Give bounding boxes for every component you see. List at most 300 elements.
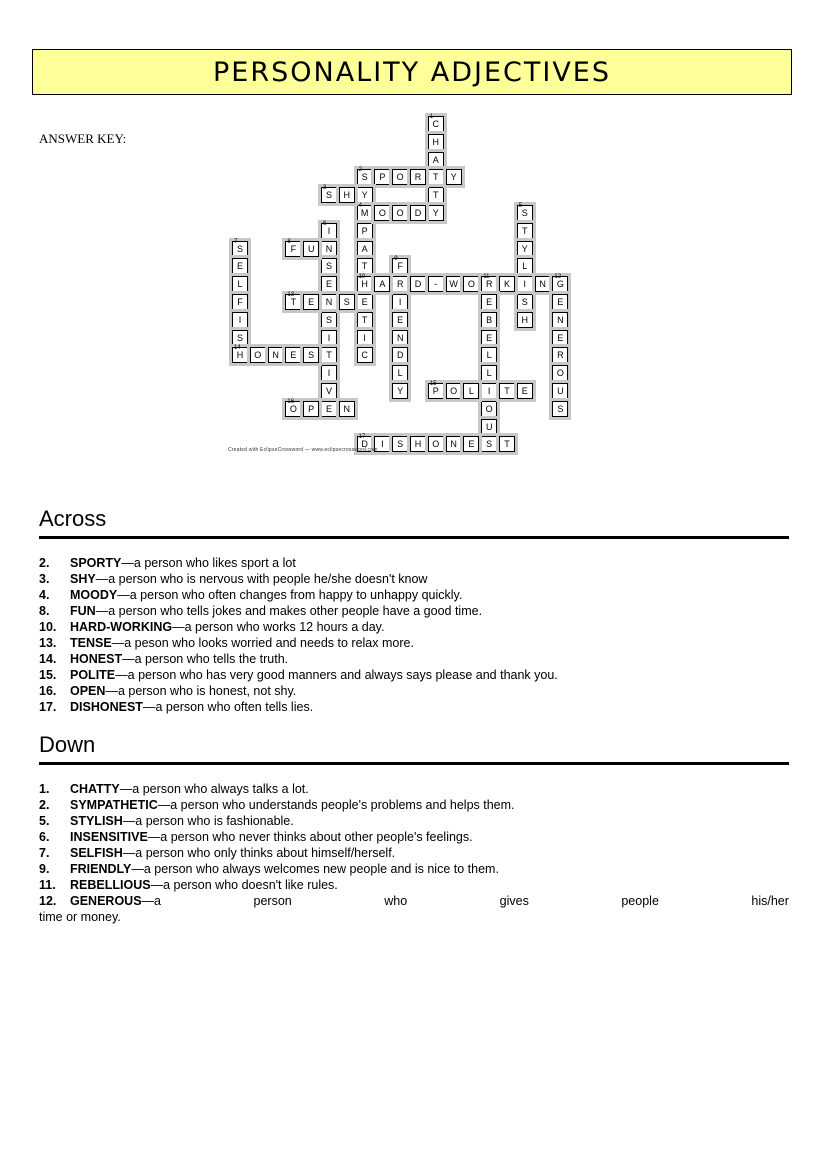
grid-cell: [321, 276, 337, 292]
grid-cell: [463, 276, 479, 292]
grid-cell: [392, 294, 408, 310]
grid-cell: [357, 169, 373, 185]
grid-cell: [552, 330, 568, 346]
cell-letter: Y: [361, 190, 368, 201]
clue-text: person: [253, 894, 292, 908]
clue-word: HONEST: [70, 652, 123, 666]
clue-text: —a person who always talks a lot.: [119, 782, 309, 796]
cell-letter: O: [378, 208, 386, 218]
grid-cell: [481, 436, 497, 452]
cell-number: 16: [287, 398, 295, 405]
grid-cell: [410, 169, 426, 185]
cell-letter: E: [308, 297, 315, 307]
cell-letter: H: [361, 279, 368, 290]
clue-word: MOODY: [70, 588, 118, 602]
cell-letter: S: [521, 208, 528, 218]
crossword-credit: Created with EclipseCrossword — www.eclipsecrossword.com: [228, 447, 378, 453]
cell-number: 10: [358, 274, 366, 281]
cell-letter: T: [522, 225, 528, 236]
clue-number: 11.: [39, 878, 56, 892]
cell-letter: I: [238, 314, 242, 325]
cell-letter: R: [396, 279, 404, 290]
cell-letter: T: [433, 172, 439, 183]
cell-letter: L: [397, 368, 403, 379]
clue-item: [39, 797, 789, 813]
clue-item: [39, 635, 789, 651]
clue-word: TENSE: [70, 636, 112, 650]
cell-letter: Y: [397, 386, 404, 396]
grid-cell: [357, 330, 373, 346]
cell-letter: S: [343, 297, 350, 307]
cell-letter: F: [290, 243, 297, 254]
grid-cell: [428, 205, 444, 221]
clue-item: [39, 555, 789, 571]
clue-word: INSENSITIVE: [70, 830, 148, 844]
clue-number: 2.: [39, 556, 50, 570]
grid-cell: [392, 347, 408, 363]
cell-letter: S: [325, 190, 332, 201]
grid-cell: [321, 347, 337, 363]
cell-letter: E: [325, 279, 332, 290]
cell-letter: S: [236, 332, 243, 343]
cell-letter: A: [432, 154, 439, 165]
grid-cell: [357, 347, 373, 363]
grid-cell: [392, 383, 408, 399]
clue-word: REBELLIOUS: [70, 878, 151, 892]
grid-cell: [321, 294, 337, 310]
cell-letter: Y: [450, 172, 457, 183]
grid-cell: [232, 312, 248, 328]
grid-cell: [285, 398, 301, 417]
clue-text: —a person who tells the truth.: [122, 652, 289, 666]
clue-word: SPORTY: [70, 556, 122, 570]
cell-letter: H: [432, 136, 440, 147]
grid-cell: [481, 347, 497, 363]
cell-letter: H: [521, 314, 529, 325]
clue-text: —a person who tells jokes and makes other people have a good time.: [95, 604, 483, 618]
grid-cell: [552, 347, 568, 363]
cell-letter: S: [325, 314, 332, 325]
cell-letter: O: [556, 368, 564, 379]
cell-letter: Y: [521, 243, 528, 254]
clue-word: SELFISH: [70, 846, 123, 860]
cell-letter: T: [361, 261, 368, 272]
clue-word: POLITE: [70, 668, 116, 682]
clue-number: 10.: [39, 620, 57, 634]
grid-cell: [392, 312, 408, 328]
clue-word: GENEROUS: [70, 894, 142, 908]
grid-cell: [517, 276, 533, 292]
cell-number: 2: [358, 167, 362, 174]
grid-cell: [232, 258, 248, 274]
cell-letter: I: [327, 368, 331, 379]
grid-cell: [428, 436, 444, 452]
grid-cell: [517, 205, 533, 221]
cell-letter: S: [325, 261, 332, 272]
grid-cell: [535, 276, 551, 292]
clue-item: [39, 877, 789, 893]
cell-letter: O: [254, 350, 262, 361]
cell-letter: O: [485, 403, 493, 414]
clue-item: [39, 699, 789, 715]
clue-text: —a person who has very good manners and always says please and thank you.: [115, 668, 558, 682]
clue-number: 4.: [39, 588, 50, 602]
cell-letter: D: [361, 439, 368, 450]
grid-cell: [374, 205, 390, 221]
clue-word: STYLISH: [70, 814, 123, 828]
grid-cell: [517, 312, 533, 328]
cell-letter: K: [503, 279, 510, 290]
cell-letter: O: [432, 439, 440, 450]
grid-cell: [481, 330, 497, 346]
grid-cell: [428, 383, 444, 399]
clue-text: —a person who is nervous with people he/she doesn't know: [95, 572, 428, 586]
grid-cell: [392, 436, 408, 452]
cell-number: 15: [429, 381, 437, 387]
clue-number: 8.: [39, 604, 50, 618]
grid-cell: [410, 205, 426, 221]
clue-item: [39, 587, 789, 603]
cell-letter: -: [434, 279, 438, 290]
cell-letter: S: [361, 172, 368, 183]
clue-item: [39, 861, 789, 877]
grid-cell: [517, 241, 533, 257]
cell-letter: E: [468, 439, 475, 450]
clue-number: 9.: [39, 862, 50, 876]
cell-letter: O: [289, 403, 297, 414]
grid-cell: [232, 330, 248, 346]
clue-item: [39, 829, 789, 845]
cell-letter: E: [486, 297, 493, 307]
clue-text: —a person who is fashionable.: [122, 814, 294, 828]
cell-letter: W: [449, 279, 458, 290]
grid-cell: [232, 276, 248, 292]
cell-letter: G: [556, 279, 564, 290]
cell-letter: I: [363, 332, 366, 343]
grid-cell: [321, 401, 337, 417]
cell-letter: E: [290, 350, 297, 361]
down-divider: [39, 762, 789, 765]
grid-cell: [374, 276, 390, 292]
cell-number: 13: [287, 292, 295, 298]
clue-item: [39, 651, 789, 667]
grid-cell: [446, 436, 462, 452]
grid-cell: [321, 241, 337, 257]
cell-letter: P: [308, 403, 315, 414]
clue-text: —a person who often tells lies.: [142, 700, 314, 714]
cell-number: 6: [323, 220, 327, 227]
clue-item: [39, 781, 789, 797]
grid-cell: [463, 383, 479, 399]
cell-letter: N: [325, 297, 333, 307]
cell-number: 1: [429, 114, 434, 120]
grid-cell: [428, 187, 444, 203]
cell-letter: L: [522, 261, 528, 272]
grid-cell: [481, 401, 497, 417]
clue-number: 12.: [39, 894, 57, 908]
grid-cell: [552, 365, 568, 381]
cell-letter: N: [272, 350, 279, 361]
clue-word: HARD-WORKING: [70, 620, 173, 634]
cell-letter: A: [379, 279, 386, 290]
grid-cell: [481, 419, 497, 435]
grid-cell: [446, 383, 462, 399]
clue-item: [39, 603, 789, 619]
cell-letter: T: [504, 439, 510, 450]
grid-cell: [392, 258, 408, 274]
cell-letter: I: [398, 297, 402, 307]
answer-key-label: ANSWER KEY:: [39, 131, 127, 146]
cell-letter: E: [521, 386, 528, 396]
grid-cell: [285, 294, 301, 310]
grid-cell: [481, 276, 497, 292]
grid-cell: [552, 312, 568, 328]
cell-letter: L: [486, 368, 492, 379]
across-heading: Across: [39, 506, 107, 531]
grid-cell: [517, 223, 533, 239]
cell-letter: E: [236, 261, 243, 272]
grid-cell: [303, 294, 319, 310]
cell-letter: E: [557, 332, 564, 343]
grid-cell: [392, 330, 408, 346]
cell-letter: S: [521, 297, 528, 307]
cell-letter: N: [396, 332, 404, 343]
grid-cell: [428, 116, 444, 132]
cell-letter: F: [397, 261, 403, 272]
cell-letter: O: [396, 208, 404, 218]
clue-item: [39, 845, 789, 861]
grid-cell: [268, 347, 284, 363]
cell-number: 11: [483, 274, 490, 281]
cell-letter: O: [467, 279, 475, 290]
grid-cell: [303, 347, 319, 363]
cell-letter: H: [236, 350, 244, 361]
cell-letter: I: [523, 279, 527, 290]
grid-cell: [392, 169, 408, 185]
clue-text: —a: [141, 894, 161, 908]
cell-number: 4: [358, 203, 362, 209]
grid-cell: [410, 276, 426, 292]
cell-letter: L: [486, 350, 492, 361]
cell-letter: S: [557, 403, 564, 414]
clue-item: [39, 893, 789, 909]
cell-letter: I: [327, 332, 331, 343]
cell-letter: N: [557, 314, 564, 325]
clue-number: 3.: [39, 572, 50, 586]
clue-text: —a person who understands people's problems and helps them.: [157, 798, 515, 812]
cell-letter: N: [325, 243, 333, 254]
clue-word: CHATTY: [70, 782, 120, 796]
cell-letter: L: [237, 279, 243, 290]
cell-letter: V: [325, 386, 332, 396]
clue-word: SHY: [70, 572, 96, 586]
cell-letter: D: [414, 279, 422, 290]
cell-letter: S: [308, 350, 315, 361]
cell-letter: U: [557, 386, 564, 396]
cell-letter: O: [396, 172, 404, 183]
grid-cell: [517, 383, 533, 399]
cell-number: 5: [518, 203, 523, 209]
clue-continuation: time or money.: [39, 910, 121, 924]
across-clue-list: [39, 555, 789, 715]
cell-letter: Y: [432, 208, 439, 218]
cell-number: 8: [287, 238, 291, 245]
clue-text: —a person who likes sport a lot: [121, 556, 296, 570]
clue-text: —a person who works 12 hours a day.: [172, 620, 385, 634]
clue-word: DISHONEST: [70, 700, 143, 714]
cell-number: 17: [358, 434, 366, 441]
grid-cell: [321, 383, 337, 399]
cell-number: 14: [234, 345, 241, 352]
cell-letter: D: [414, 208, 422, 218]
cell-letter: P: [361, 225, 368, 236]
clue-word: FUN: [70, 604, 96, 618]
clue-word: OPEN: [70, 684, 106, 698]
cell-letter: N: [450, 439, 457, 450]
cell-letter: S: [236, 243, 243, 254]
grid-cell: [357, 241, 373, 257]
grid-cell: [481, 365, 497, 381]
grid-cell: [481, 383, 497, 399]
clue-text: people: [621, 894, 659, 908]
across-divider: [39, 536, 789, 539]
grid-cell: [285, 238, 301, 257]
cell-letter: E: [361, 297, 368, 307]
grid-cell: [463, 436, 479, 452]
cell-letter: H: [414, 439, 422, 450]
down-heading: Down: [39, 732, 96, 757]
clue-number: 2.: [39, 798, 50, 812]
grid-cell: [392, 276, 408, 292]
grid-cell: [321, 312, 337, 328]
clue-item: [39, 619, 789, 635]
cell-letter: F: [237, 297, 243, 307]
clue-number: 17.: [39, 700, 57, 714]
grid-cell: [499, 383, 515, 399]
cell-letter: E: [557, 297, 564, 307]
clue-text: gives: [499, 894, 529, 908]
grid-cell: [339, 187, 355, 203]
clue-item: [39, 667, 789, 683]
grid-cell: [321, 330, 337, 346]
grid-cell: [321, 365, 337, 381]
cell-letter: U: [307, 243, 315, 254]
grid-cell: [517, 258, 533, 274]
grid-cell: [517, 294, 533, 310]
grid-cell: [321, 187, 337, 203]
cell-letter: S: [486, 439, 493, 450]
cell-letter: O: [450, 386, 458, 396]
clue-text: —a peson who looks worried and needs to relax more.: [111, 636, 414, 650]
clue-text: —a person who never thinks about other people's feelings.: [147, 830, 473, 844]
grid-cell: [339, 401, 355, 417]
cell-letter: R: [557, 350, 564, 361]
cell-letter: E: [325, 403, 332, 414]
grid-cell: [552, 383, 568, 399]
grid-cell: [428, 134, 444, 150]
clue-number: 13.: [39, 636, 57, 650]
grid-cell: [303, 241, 319, 257]
cell-number: 3: [323, 185, 327, 192]
cell-letter: H: [343, 190, 351, 201]
down-clue-list: [39, 781, 789, 925]
grid-cell: [481, 294, 497, 310]
grid-cell: [339, 294, 355, 310]
grid-cell: [357, 312, 373, 328]
clue-word: SYMPATHETIC: [70, 798, 158, 812]
grid-cell: [232, 347, 248, 363]
cell-letter: T: [433, 190, 439, 201]
cell-letter: D: [396, 350, 404, 361]
cell-number: 12: [554, 274, 562, 281]
cell-letter: A: [361, 243, 368, 254]
clue-text: who: [384, 894, 408, 908]
cell-letter: C: [361, 350, 368, 361]
clue-word: FRIENDLY: [70, 862, 132, 876]
cell-letter: M: [360, 208, 369, 218]
grid-cell: [232, 238, 248, 257]
cell-letter: C: [432, 119, 440, 129]
cell-letter: E: [486, 332, 493, 343]
cell-letter: U: [485, 421, 493, 432]
grid-cell: [446, 276, 462, 292]
grid-cell: [481, 312, 497, 328]
grid-cell: [552, 294, 568, 310]
grid-cell: [357, 294, 373, 310]
clue-text: —a person who only thinks about himself/herself.: [122, 846, 396, 860]
grid-cell: [428, 276, 444, 292]
grid-cell: [357, 276, 373, 292]
cell-letter: R: [414, 172, 422, 183]
grid-cell: [410, 436, 426, 452]
grid-cell: [446, 169, 462, 185]
clue-number: 15.: [39, 668, 57, 682]
grid-cell: [428, 152, 444, 168]
cell-number: 9: [394, 256, 398, 263]
clue-number: 1.: [39, 782, 50, 796]
cell-letter: T: [326, 350, 332, 361]
crossword-grid: [0, 0, 821, 470]
cell-letter: T: [504, 386, 510, 396]
cell-letter: E: [397, 314, 404, 325]
grid-cell: [392, 205, 408, 221]
grid-cell: [499, 436, 515, 452]
clue-text: —a person who always welcomes new people and is nice to them.: [131, 862, 499, 876]
cell-letter: I: [327, 225, 331, 236]
grid-cell: [303, 401, 319, 417]
cell-letter: B: [486, 314, 493, 325]
clue-number: 16.: [39, 684, 57, 698]
clue-item: [39, 813, 789, 829]
page-title: PERSONALITY ADJECTIVES: [213, 56, 611, 88]
grid-cell: [392, 365, 408, 381]
cell-letter: L: [468, 386, 474, 396]
grid-cell: [357, 205, 373, 221]
grid-cell: [321, 258, 337, 274]
clue-number: 14.: [39, 652, 57, 666]
clue-number: 7.: [39, 846, 50, 860]
grid-cell: [428, 169, 444, 185]
grid-cell: [357, 258, 373, 274]
grid-cell: [552, 401, 568, 417]
grid-cell: [552, 276, 568, 292]
cell-letter: T: [290, 297, 297, 307]
clue-number: 5.: [39, 814, 50, 828]
grid-cell: [357, 187, 373, 203]
grid-cell: [357, 223, 373, 239]
cell-letter: I: [487, 386, 491, 396]
cell-letter: P: [432, 386, 439, 396]
